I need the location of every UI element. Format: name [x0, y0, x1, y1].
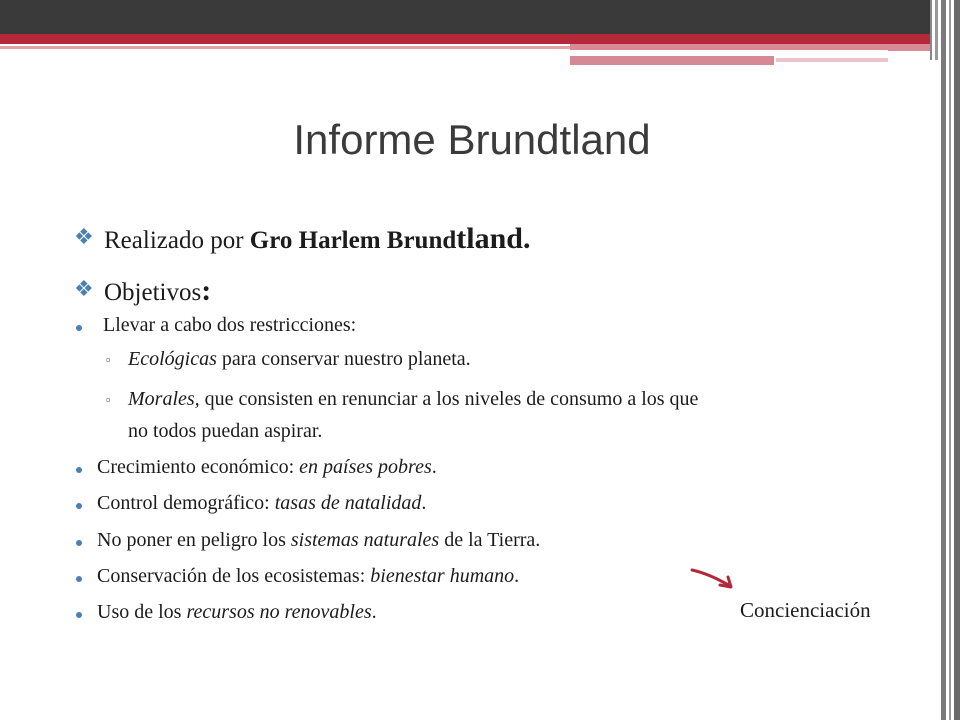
dot-bullet-icon: [76, 325, 82, 331]
item-text: Control demográfico:: [97, 492, 275, 514]
item-emphasis: en países pobres: [299, 456, 432, 478]
objectives-label: Objetivos: [104, 279, 202, 306]
item-emphasis: recursos no renovables: [186, 601, 372, 623]
header-white-line: [570, 50, 888, 52]
author-prefix: Realizado por: [104, 227, 250, 254]
objectives-colon: :: [201, 274, 212, 307]
subitem-text: no todos puedan aspirar.: [128, 420, 323, 442]
list-item-crecimiento: [97, 456, 437, 479]
header-bar: [0, 0, 930, 34]
item-text: de la Tierra.: [439, 529, 541, 551]
dot-bullet-icon: [76, 503, 82, 509]
list-item-restricciones: [103, 314, 356, 337]
list-item-uso: [97, 601, 377, 624]
annotation-concienciacion: Concienciación: [740, 598, 871, 622]
item-emphasis: sistemas naturales: [290, 529, 440, 551]
subitem-text: para conservar nuestro planeta.: [216, 348, 471, 370]
list-item-conservacion: [97, 565, 519, 588]
item-text: No poner en peligro los: [97, 529, 291, 551]
dot-bullet-icon: [76, 467, 82, 473]
item-emphasis: tasas de natalidad: [274, 492, 422, 514]
item-text: .: [421, 492, 427, 514]
list-subitem-ecologicas: [128, 348, 471, 371]
list-item-no-poner: [97, 529, 540, 552]
header-red-band: [0, 34, 930, 44]
right-stripes: [930, 0, 960, 720]
list-subitem-morales: [128, 388, 698, 411]
item-text: .: [514, 565, 520, 587]
objectives-heading: [104, 274, 211, 308]
dot-bullet-icon: [76, 612, 82, 618]
dot-bullet-icon: [76, 540, 82, 546]
dot-bullet-icon: [76, 576, 82, 582]
subitem-emphasis: Morales,: [128, 388, 200, 410]
item-text: Crecimiento económico:: [97, 456, 300, 478]
diamond-bullet-icon: ❖: [74, 224, 94, 249]
item-text: Conservación de los ecosistemas:: [97, 565, 371, 587]
author-line: [104, 222, 530, 256]
subitem-text: que consisten en renunciar a los niveles de consumo a los que: [199, 388, 699, 410]
list-subitem-morales-cont: [128, 420, 322, 443]
header-pink-band-lower: [570, 56, 774, 65]
header-pink-line: [0, 46, 570, 49]
arrow-icon: [690, 566, 736, 592]
item-text: .: [431, 456, 437, 478]
item-emphasis: bienestar humano: [370, 565, 515, 587]
square-bullet-icon: ▫: [106, 352, 111, 367]
author-name-end: tland.: [456, 222, 531, 255]
slide-title: Informe Brundtland: [293, 116, 651, 163]
header-pink-band-light: [776, 58, 888, 62]
author-name: Gro Harlem Brund: [249, 227, 457, 254]
square-bullet-icon: ▫: [106, 392, 111, 407]
subitem-emphasis: Ecológicas: [128, 348, 217, 370]
list-item-control: [97, 492, 426, 515]
item-text: .: [371, 601, 377, 623]
list-item-text: Llevar a cabo dos restricciones:: [103, 314, 357, 336]
item-text: Uso de los: [97, 601, 187, 623]
diamond-bullet-icon: ❖: [74, 276, 94, 301]
